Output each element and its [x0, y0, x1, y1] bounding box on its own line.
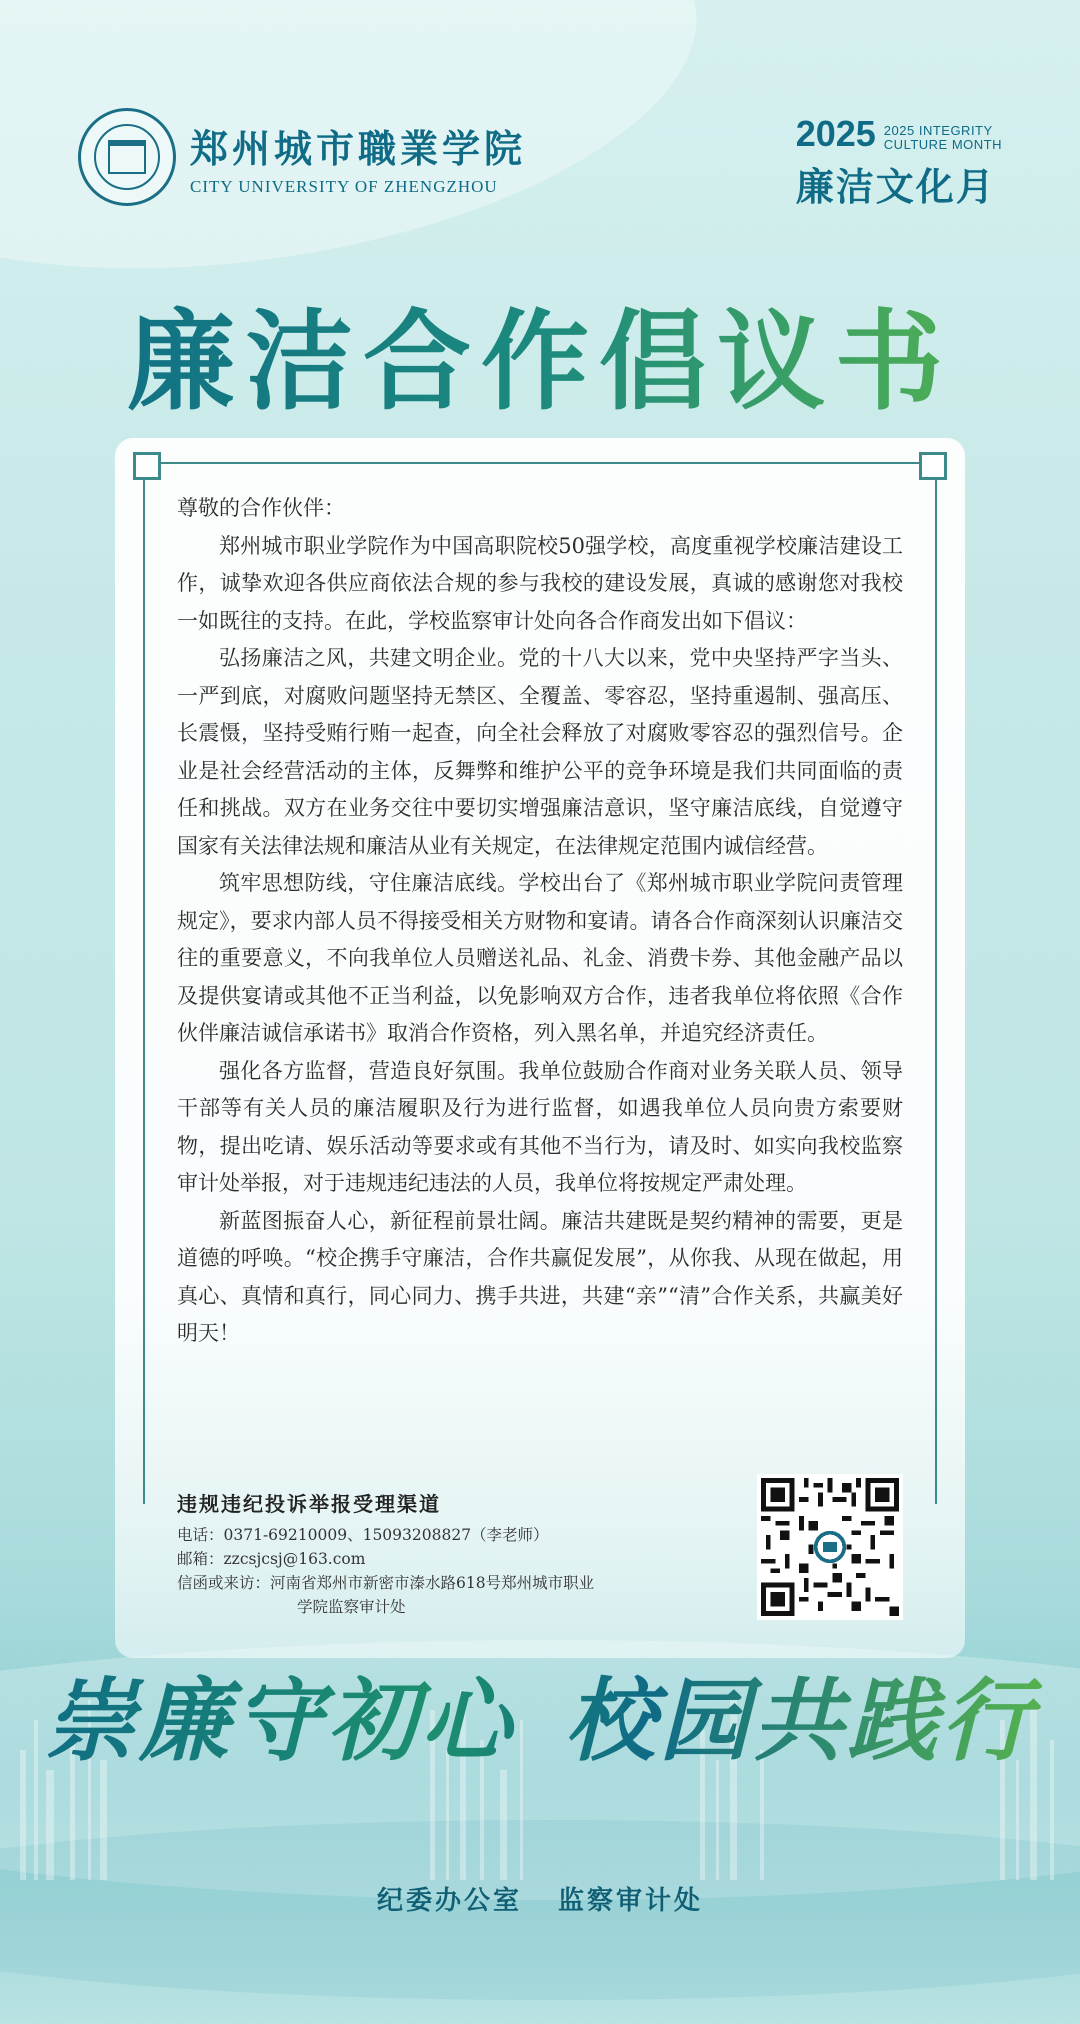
contact-address-cont: 学院监察审计处 — [297, 1598, 406, 1616]
letter-paragraph: 新蓝图振奋人心，新征程前景壮阔。廉洁共建既是契约精神的需要，更是道德的呼唤。“校企携手守廉洁，合作共赢促发展”，从你我、从现在做起，用真心、真情和真行，同心同力、携手共进，共建“亲”“清”合作关系，共赢美好明天！ — [177, 1208, 903, 1345]
month-en-line1: 2025 INTEGRITY — [883, 123, 993, 138]
slogan — [0, 1648, 1080, 1778]
school-logo-block — [78, 108, 526, 206]
contact-email: 邮箱：zzcsjcsj@163.com — [177, 1550, 366, 1568]
letter-paragraph: 郑州城市职业学院作为中国高职院校50强学校，高度重视学校廉洁建设工作，诚挚欢迎各供应商依法合规的参与我校的建设发展，真诚的感谢您对我校一如既往的支持。在此，学校监察审计处向各合作商发出如下倡议： — [177, 533, 903, 633]
month-year: 2025 — [795, 113, 876, 154]
month-en-line2: CULTURE MONTH — [883, 137, 1002, 152]
letter-greeting: 尊敬的合作伙伴： — [177, 496, 345, 520]
school-name-cn: 郑州城市職業学院 — [190, 125, 527, 171]
frame-corner-ornament — [133, 452, 161, 480]
letter-body — [177, 490, 903, 1353]
frame-corner-ornament — [919, 452, 947, 480]
slogan-left: 崇廉守初心 — [45, 1668, 515, 1774]
qr-code-icon[interactable] — [757, 1474, 903, 1620]
letter-paragraph: 弘扬廉洁之风，共建文明企业。党的十八大以来，党中央坚持严字当头、一严到底，对腐败问题坚持无禁区、全覆盖、零容忍，坚持重遏制、强高压、长震慑，坚持受贿行贿一起查，向全社会释放了对腐败零容忍的强烈信号。企业是社会经营活动的主体，反舞弊和维护公平的竞争环境是我们共同面临的责任和挑战。双方在业务交往中要切实增强廉洁意识，坚守廉洁底线，自觉遵守国家有关法律法规和廉洁从业有关规定，在法律规定范围内诚信经营。 — [177, 646, 903, 858]
footer-departments — [0, 1880, 1080, 1917]
school-name-en: CITY UNIVERSITY OF ZHENGZHOU — [190, 176, 498, 196]
letter-paragraph: 强化各方监督，营造良好氛围。我单位鼓励合作商对业务关联人员、领导干部等有关人员的廉洁履职及行为进行监督，如遇我单位人员向贵方索要财物，提出吃请、娱乐活动等要求或有其他不当行为，请及时、如实向我校监察审计处举报，对于违规违纪违法的人员，我单位将按规定严肃处理。 — [177, 1058, 903, 1195]
contact-phone: 电话：0371-69210009、15093208827（李老师） — [177, 1526, 549, 1544]
school-seal-icon — [78, 108, 176, 206]
culture-month-badge — [795, 113, 1002, 211]
letter-paragraph: 筑牢思想防线，守住廉洁底线。学校出台了《郑州城市职业学院问责管理规定》，要求内部人员不得接受相关方财物和宴请。请各合作商深刻认识廉洁交往的重要意义，不向我单位人员赠送礼品、礼金、消费卡券、其他金融产品以及提供宴请或其他不正当利益，以免影响双方合作，违者我单位将依照《合作伙伴廉洁诚信承诺书》取消合作资格，列入黑名单，并追究经济责任。 — [177, 871, 903, 1045]
contact-address: 信函或来访：河南省郑州市新密市溱水路618号郑州城市职业 — [177, 1574, 595, 1592]
page-title: 廉洁合作倡议书 — [0, 275, 1080, 430]
report-channels-title: 违规违纪投诉举报受理渠道 — [177, 1492, 441, 1516]
letter-card — [115, 438, 965, 1658]
month-cn: 廉洁文化月 — [795, 165, 996, 209]
footer-dept2: 监察审计处 — [558, 1886, 704, 1916]
slogan-right: 校园共践行 — [565, 1668, 1035, 1774]
footer-dept1: 纪委办公室 — [376, 1886, 522, 1916]
